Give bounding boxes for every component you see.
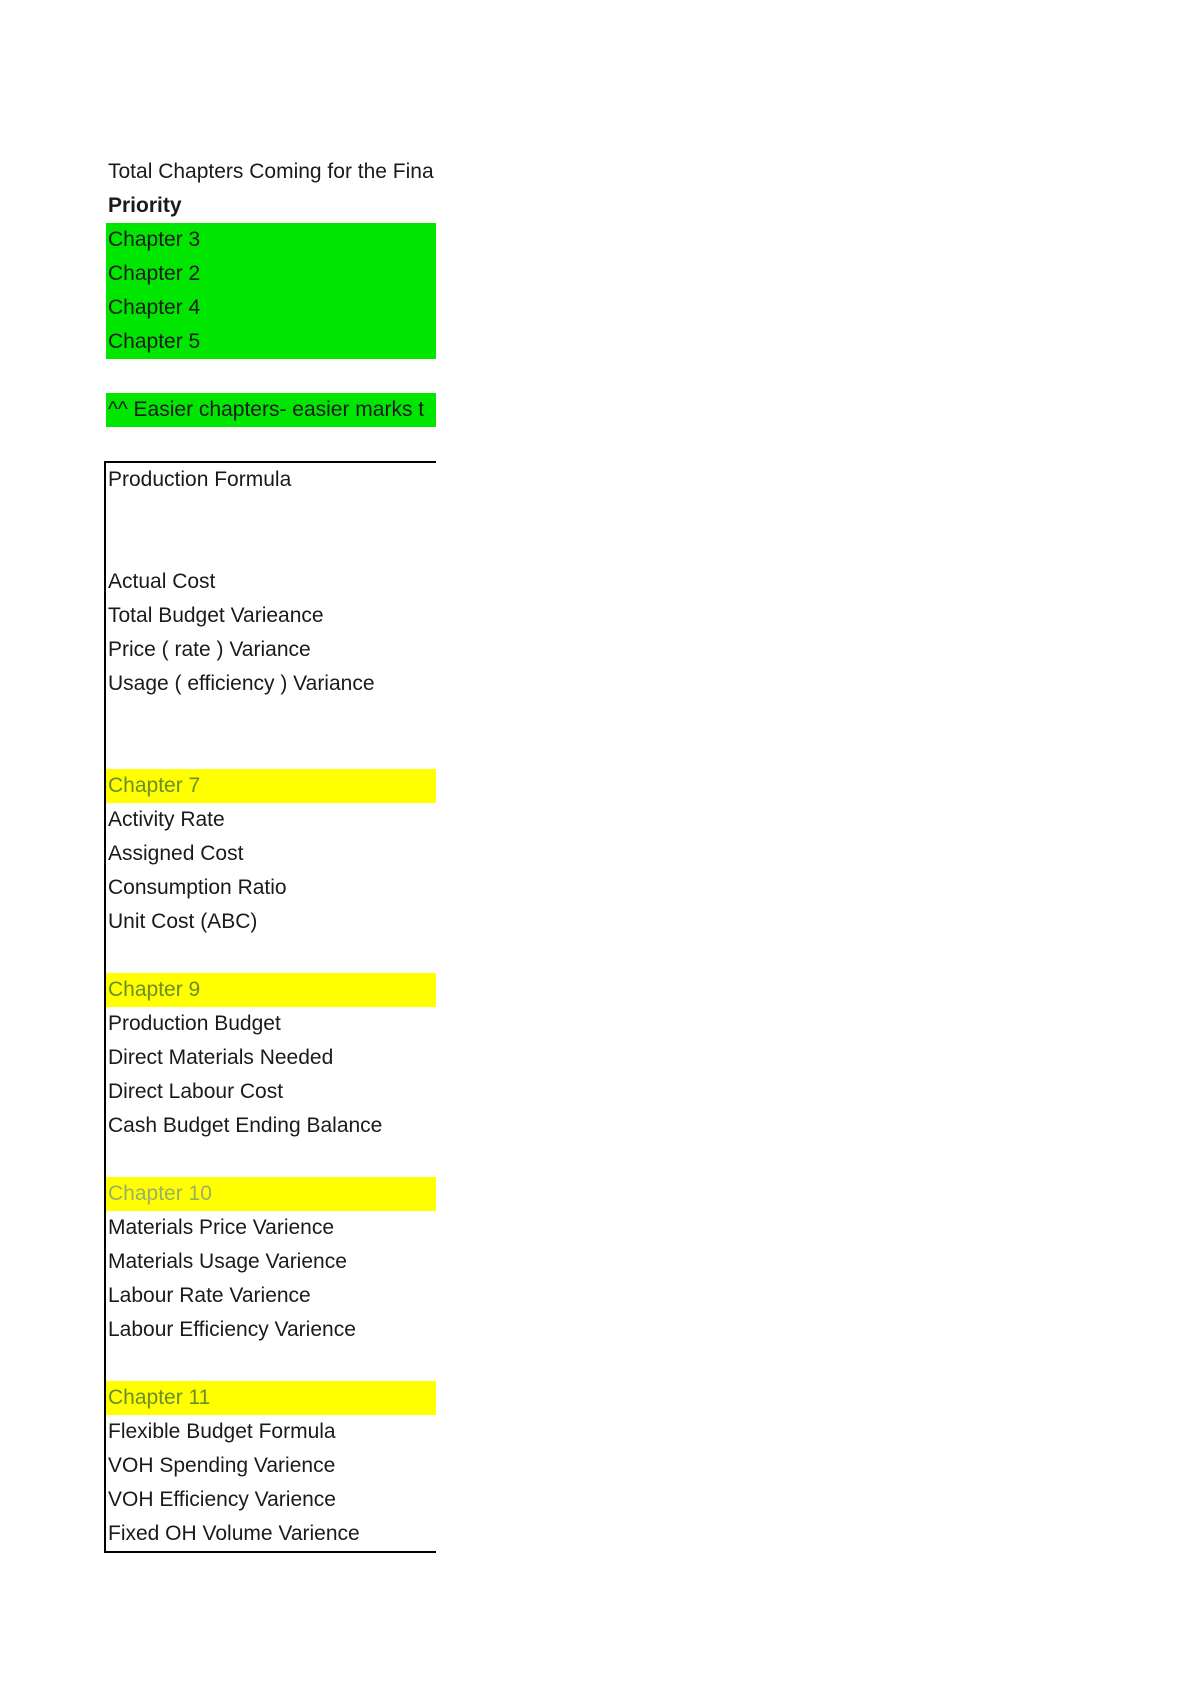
priority-chapter-cell[interactable] [106, 223, 436, 257]
chapter-item-cell[interactable] [106, 1211, 436, 1245]
priority-chapter-label: Chapter 5 [108, 330, 201, 353]
priority-chapter-label: Chapter 4 [108, 296, 201, 319]
chapter-item-cell[interactable] [106, 1517, 436, 1551]
formula-item-cell[interactable] [106, 599, 436, 633]
formula-item-cell[interactable] [106, 633, 436, 667]
priority-chapter-label: Chapter 2 [108, 262, 201, 285]
priority-chapter-cell[interactable] [106, 325, 436, 359]
empty-row [106, 427, 436, 461]
production-formula-cell[interactable] [106, 463, 436, 497]
chapter-item-cell[interactable] [106, 1279, 436, 1313]
priority-header-cell[interactable] [106, 189, 436, 223]
empty-row [106, 497, 436, 531]
chapter-item-label: Flexible Budget Formula [108, 1420, 336, 1443]
chapter-item-label: Materials Usage Varience [108, 1250, 347, 1273]
empty-row [106, 1347, 436, 1381]
chapter-item-cell[interactable] [106, 1449, 436, 1483]
chapter-item-label: Activity Rate [108, 808, 225, 831]
chapter-item-cell[interactable] [106, 871, 436, 905]
chapter-item-cell[interactable] [106, 1075, 436, 1109]
chapter-item-label: Cash Budget Ending Balance [108, 1114, 383, 1137]
formula-item-label: Total Budget Varieance [108, 604, 324, 627]
chapter-heading-cell[interactable] [106, 769, 436, 803]
chapter-item-label: Assigned Cost [108, 842, 244, 865]
chapter-heading-cell[interactable] [106, 1177, 436, 1211]
chapter-item-label: Consumption Ratio [108, 876, 287, 899]
chapter-item-cell[interactable] [106, 1415, 436, 1449]
chapter-item-label: VOH Spending Varience [108, 1454, 336, 1477]
chapter-item-label: Production Budget [108, 1012, 281, 1035]
chapter-item-label: Labour Rate Varience [108, 1284, 311, 1307]
chapter-item-cell[interactable] [106, 837, 436, 871]
empty-row [106, 531, 436, 565]
chapter-item-cell[interactable] [106, 1313, 436, 1347]
chapter-item-label: Direct Materials Needed [108, 1046, 334, 1069]
chapter-item-cell[interactable] [106, 803, 436, 837]
chapter-heading: Chapter 10 [108, 1182, 212, 1205]
chapter-item-cell[interactable] [106, 1007, 436, 1041]
formula-item-label: Usage ( efficiency ) Variance [108, 672, 375, 695]
chapter-item-cell[interactable] [106, 905, 436, 939]
chapter-heading: Chapter 11 [108, 1386, 211, 1409]
chapter-heading-cell[interactable] [106, 1381, 436, 1415]
chapter-item-label: Labour Efficiency Varience [108, 1318, 356, 1341]
easier-chapters-note: ^^ Easier chapters- easier marks t [108, 398, 425, 421]
priority-header: Priority [108, 194, 182, 217]
chapter-item-cell[interactable] [106, 1483, 436, 1517]
priority-chapter-label: Chapter 3 [108, 228, 201, 251]
spreadsheet-sheet [106, 155, 436, 1553]
formula-item-label: Price ( rate ) Variance [108, 638, 311, 661]
easier-chapters-note-cell[interactable] [106, 393, 436, 427]
chapter-item-cell[interactable] [106, 1245, 436, 1279]
chapter-item-label: Unit Cost (ABC) [108, 910, 258, 933]
chapter-item-label: Materials Price Varience [108, 1216, 335, 1239]
chapter-item-label: Direct Labour Cost [108, 1080, 284, 1103]
chapter-heading: Chapter 9 [108, 978, 201, 1001]
chapter-item-label: Fixed OH Volume Varience [108, 1522, 360, 1545]
formula-item-cell[interactable] [106, 667, 436, 701]
empty-row [106, 735, 436, 769]
chapter-item-cell[interactable] [106, 1109, 436, 1143]
sheet-title: Total Chapters Coming for the Fina [108, 160, 434, 183]
empty-row [106, 359, 436, 393]
production-formula-label: Production Formula [108, 468, 292, 491]
chapter-heading-cell[interactable] [106, 973, 436, 1007]
chapter-item-cell[interactable] [106, 1041, 436, 1075]
empty-row [106, 701, 436, 735]
chapter-item-label: VOH Efficiency Varience [108, 1488, 336, 1511]
priority-chapter-cell[interactable] [106, 257, 436, 291]
priority-chapter-cell[interactable] [106, 291, 436, 325]
formula-item-label: Actual Cost [108, 570, 216, 593]
formula-box [104, 461, 436, 1553]
chapter-heading: Chapter 7 [108, 774, 201, 797]
empty-row [106, 939, 436, 973]
formula-item-cell[interactable] [106, 565, 436, 599]
empty-row [106, 1143, 436, 1177]
sheet-title-cell[interactable] [106, 155, 436, 189]
